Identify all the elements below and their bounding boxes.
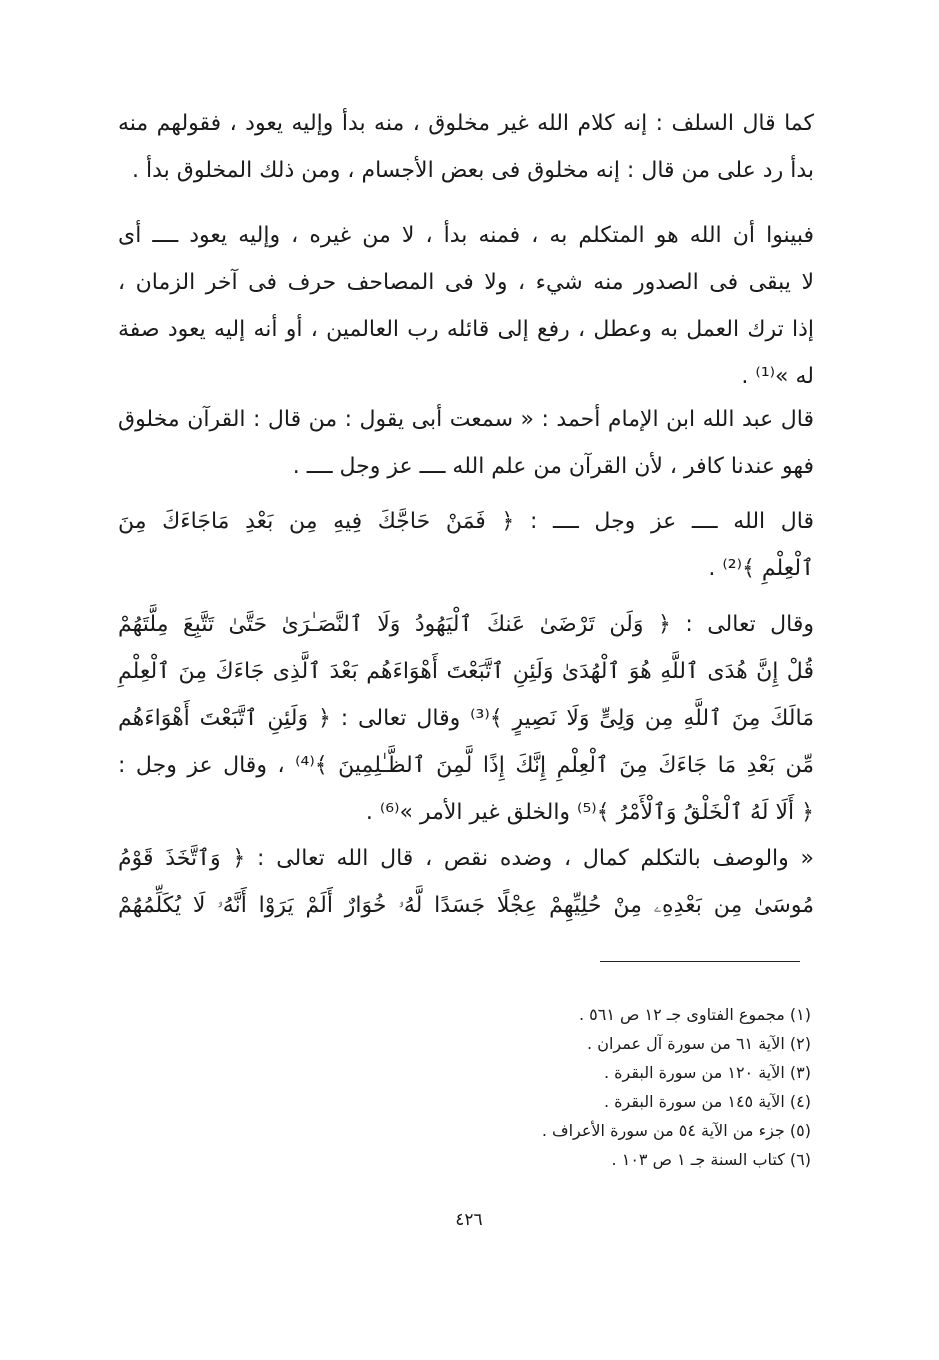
footnote-item: (٣) الآية ١٢٠ من سورة البقرة . bbox=[603, 1063, 811, 1082]
paragraph-speech-attribute bbox=[118, 835, 814, 929]
text-line: فبينوا أن الله هو المتكلم به ، فمنه بدأ ، لا من غيره ، وإليه يعود ــــ أى bbox=[118, 223, 814, 248]
page-number: ٤٢٦ bbox=[455, 1210, 483, 1230]
footnotes bbox=[411, 1000, 811, 1174]
text-line: مُوسَىٰ مِن بَعْدِهِۦ مِنْ حُلِيِّهِمْ عِجْلًا جَسَدًا لَّهُۥ خُوَارٌ أَلَمْ يَرَوْا أَنَّهُۥ لَا يُكَلِّمُهُمْ bbox=[118, 893, 814, 918]
footnote-item: (٥) جزء من الآية ٥٤ من سورة الأعراف . bbox=[541, 1121, 811, 1140]
footnote-divider bbox=[600, 961, 800, 962]
footnote-item: (١) مجموع الفتاوى جـ ١٢ ص ٥٦١ . bbox=[579, 1005, 811, 1024]
text-line: بدأ رد على من قال : إنه مخلوق فى بعض الأجسام ، ومن ذلك المخلوق بدأ . bbox=[132, 158, 814, 183]
footnote-item: (٤) الآية ١٤٥ من سورة البقرة . bbox=[603, 1092, 811, 1111]
text-line: فهو عندنا كافر ، لأن القرآن من علم الله ــــ عز وجل ــــ . bbox=[292, 454, 814, 479]
text-line: لا يبقى فى الصدور منه شيء ، ولا فى المصاحف حرف فى آخر الزمان ، bbox=[118, 270, 814, 295]
text-line: قال عبد الله ابن الإمام أحمد : « سمعت أبى يقول : من قال : القرآن مخلوق bbox=[118, 407, 814, 432]
text-line: إذا ترك العمل به وعطل ، رفع إلى قائله رب العالمين ، أو أنه إليه يعود صفة bbox=[118, 317, 814, 342]
text-line: ﴿ أَلَا لَهُ ٱلْخَلْقُ وَٱلْأَمْرُ ﴾⁽⁵⁾ والخلق غير الأمر »⁽⁶⁾ . bbox=[365, 800, 814, 825]
text-line: مَالَكَ مِنَ ٱللَّهِ مِن وَلِىٍّ وَلَا نَصِيرٍ ﴾⁽³⁾ وقال تعالى : ﴿ وَلَئِنِ ٱتَّبَعْتَ أَهْوَاءَهُم bbox=[118, 706, 814, 731]
text-line: كما قال السلف : إنه كلام الله غير مخلوق ، منه بدأ وإليه يعود ، فقولهم منه bbox=[118, 111, 814, 136]
paragraph-salaf-quote bbox=[118, 100, 814, 194]
text-line: مِّن بَعْدِ مَا جَاءَكَ مِنَ ٱلْعِلْمِ إِنَّكَ إِذًا لَّمِنَ ٱلظَّـٰلِمِينَ ﴾⁽⁴⁾ ، وقال عز وجل : bbox=[118, 753, 814, 778]
text-line: له »⁽¹⁾ . bbox=[741, 364, 814, 389]
text-line: ٱلْعِلْمِ ﴾⁽²⁾ . bbox=[708, 556, 814, 581]
footnote-item: (٦) كتاب السنة جـ ١ ص ١٠٣ . bbox=[611, 1150, 811, 1169]
text-line: قال الله ــــ عز وجل ــــ : ﴿ فَمَنْ حَاجَّكَ فِيهِ مِن بَعْدِ مَاجَاءَكَ مِنَ bbox=[118, 509, 814, 534]
text-line: وقال تعالى : ﴿ وَلَن تَرْضَىٰ عَنكَ ٱلْيَهُودُ وَلَا ٱلنَّصَـٰرَىٰ حَتَّىٰ تَتَّبِعَ مِلَّتَهُمْ bbox=[118, 612, 814, 637]
paragraph-quran-verse-1 bbox=[118, 498, 814, 592]
paragraph-explanation bbox=[118, 212, 814, 400]
paragraph-imam-ahmad bbox=[118, 396, 814, 490]
paragraph-quran-verses-2 bbox=[118, 601, 814, 836]
text-line: قُلْ إِنَّ هُدَى ٱللَّهِ هُوَ ٱلْهُدَىٰ وَلَئِنِ ٱتَّبَعْتَ أَهْوَاءَهُم بَعْدَ ٱلَّذِى جَاءَكَ مِنَ ٱلْعِلْمِ bbox=[118, 659, 814, 684]
footnote-item: (٢) الآية ٦١ من سورة آل عمران . bbox=[587, 1034, 811, 1053]
text-line: « والوصف بالتكلم كمال ، وضده نقص ، قال الله تعالى : ﴿ وَٱتَّخَذَ قَوْمُ bbox=[118, 846, 814, 871]
